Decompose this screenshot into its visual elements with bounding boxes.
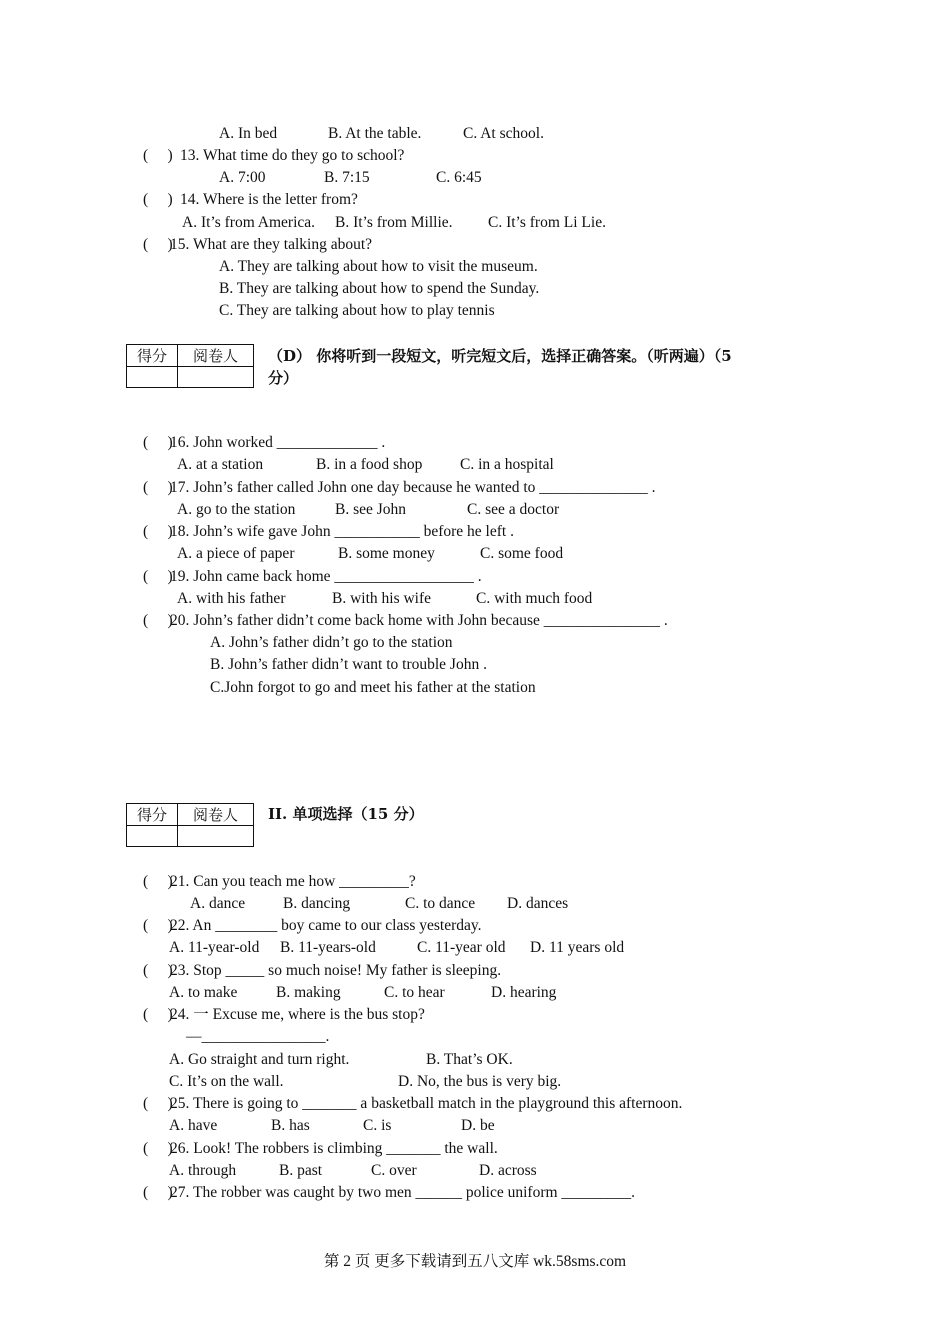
q15-option-b: B. They are talking about how to spend the Sunday.	[219, 280, 540, 297]
q25-option-c: C. is	[363, 1117, 392, 1134]
q17-option-b: B. see John	[335, 501, 407, 518]
q27-answer-paren: ( )	[143, 1184, 173, 1201]
q25-option-b: B. has	[271, 1117, 310, 1134]
q23-option-b: B. making	[276, 984, 341, 1001]
q20-question: 20. John’s father didn’t come back home with John because _______________ .	[170, 612, 668, 629]
grader-header: 阅卷人	[178, 345, 254, 367]
q13-option-b: B. 7:15	[324, 169, 370, 186]
q23-option-a: A. to make	[169, 984, 238, 1001]
q12-option-a: A. In bed	[219, 125, 278, 142]
q20-answer-paren: ( )	[143, 612, 173, 629]
q12-option-b: B. At the table.	[328, 125, 422, 142]
q16-question: 16. John worked _____________ .	[170, 434, 386, 451]
score-header: 得分	[127, 804, 178, 826]
q17-answer-paren: ( )	[143, 479, 173, 496]
q15-answer-paren: ( )	[143, 236, 173, 253]
score-header: 得分	[127, 345, 178, 367]
q14-option-b: B. It’s from Millie.	[335, 214, 453, 231]
q21-option-b: B. dancing	[283, 895, 351, 912]
q24-option-b: B. That’s OK.	[426, 1051, 513, 1068]
q17-option-a: A. go to the station	[177, 501, 296, 518]
q16-option-b: B. in a food shop	[316, 456, 423, 473]
q21-option-d: D. dances	[507, 895, 569, 912]
score-table	[126, 344, 254, 388]
score-table-2	[126, 803, 254, 847]
grader-cell[interactable]	[178, 367, 254, 388]
grader-cell[interactable]	[178, 826, 254, 847]
q23-question: 23. Stop _____ so much noise! My father is sleeping.	[170, 962, 502, 979]
q20-option-b: B. John’s father didn’t want to trouble John .	[210, 656, 487, 673]
q27-question: 27. The robber was caught by two men ______ police uniform _________.	[170, 1184, 636, 1201]
q16-option-a: A. at a station	[177, 456, 264, 473]
q14-option-c: C. It’s from Li Lie.	[488, 214, 606, 231]
q13-question: 13. What time do they go to school?	[180, 147, 405, 164]
q19-option-c: C. with much food	[476, 590, 593, 607]
q17-option-c: C. see a doctor	[467, 501, 560, 518]
q12-option-c: C. At school.	[463, 125, 544, 142]
q13-option-a: A. 7:00	[219, 169, 266, 186]
q23-option-d: D. hearing	[491, 984, 557, 1001]
q22-option-b: B. 11-years-old	[280, 939, 376, 956]
q20-option-c: C.John forgot to go and meet his father at the station	[210, 679, 536, 696]
q14-question: 14. Where is the letter from?	[180, 191, 358, 208]
q18-answer-paren: ( )	[143, 523, 173, 540]
q18-question: 18. John’s wife gave John ___________ before he left .	[170, 523, 514, 540]
q16-answer-paren: ( )	[143, 434, 173, 451]
q22-option-c: C. 11-year old	[417, 939, 506, 956]
q21-answer-paren: ( )	[143, 873, 173, 890]
q19-option-a: A. with his father	[177, 590, 286, 607]
q25-question: 25. There is going to _______ a basketball match in the playground this afternoon.	[170, 1095, 683, 1112]
q16-option-c: C. in a hospital	[460, 456, 554, 473]
q26-option-c: C. over	[371, 1162, 417, 1179]
q22-option-a: A. 11-year-old	[169, 939, 260, 956]
q22-option-d: D. 11 years old	[530, 939, 625, 956]
q21-option-a: A. dance	[190, 895, 246, 912]
q13-answer-paren: ( )	[143, 147, 173, 164]
q24-option-d: D. No, the bus is very big.	[398, 1073, 562, 1090]
q17-question: 17. John’s father called John one day because he wanted to ______________ .	[170, 479, 656, 496]
q18-option-b: B. some money	[338, 545, 435, 562]
q25-option-a: A. have	[169, 1117, 218, 1134]
score-cell[interactable]	[127, 367, 178, 388]
q26-answer-paren: ( )	[143, 1140, 173, 1157]
q15-question: 15. What are they talking about?	[170, 236, 373, 253]
q15-option-c: C. They are talking about how to play tennis	[219, 302, 495, 319]
q26-option-d: D. across	[479, 1162, 537, 1179]
score-cell[interactable]	[127, 826, 178, 847]
section-d-heading: （D） 你将听到一段短文，听完短文后，选择正确答案。（听两遍）（5	[268, 347, 732, 365]
page-footer: 第 2 页 更多下载请到五八文库 wk.58sms.com	[323, 1253, 627, 1270]
q24-option-a: A. Go straight and turn right.	[169, 1051, 350, 1068]
grader-header: 阅卷人	[178, 804, 254, 826]
section-ii-heading: II. 单项选择（15 分）	[268, 805, 424, 823]
q25-option-d: D. be	[461, 1117, 495, 1134]
q21-question: 21. Can you teach me how _________?	[170, 873, 416, 890]
q26-question: 26. Look! The robbers is climbing _______ the wall.	[170, 1140, 498, 1157]
q25-answer-paren: ( )	[143, 1095, 173, 1112]
q19-answer-paren: ( )	[143, 568, 173, 585]
q24-answer-paren: ( )	[143, 1006, 173, 1023]
q23-option-c: C. to hear	[384, 984, 445, 1001]
q24-option-c: C. It’s on the wall.	[169, 1073, 284, 1090]
q23-answer-paren: ( )	[143, 962, 173, 979]
q13-option-c: C. 6:45	[436, 169, 482, 186]
q14-answer-paren: ( )	[143, 191, 173, 208]
q24-reply-blank: —________________.	[186, 1028, 330, 1045]
q21-option-c: C. to dance	[405, 895, 476, 912]
q18-option-a: A. a piece of paper	[177, 545, 295, 562]
q18-option-c: C. some food	[480, 545, 564, 562]
q22-question: 22. An ________ boy came to our class yesterday.	[170, 917, 482, 934]
q19-option-b: B. with his wife	[332, 590, 432, 607]
q14-option-a: A. It’s from America.	[182, 214, 316, 231]
q24-question: 24. 一 Excuse me, where is the bus stop?	[170, 1006, 425, 1023]
q26-option-a: A. through	[169, 1162, 237, 1179]
section-d-heading-cont: 分）	[268, 369, 299, 387]
q19-question: 19. John came back home __________________ .	[170, 568, 482, 585]
q22-answer-paren: ( )	[143, 917, 173, 934]
q20-option-a: A. John’s father didn’t go to the station	[210, 634, 453, 651]
q26-option-b: B. past	[279, 1162, 323, 1179]
q15-option-a: A. They are talking about how to visit the museum.	[219, 258, 538, 275]
